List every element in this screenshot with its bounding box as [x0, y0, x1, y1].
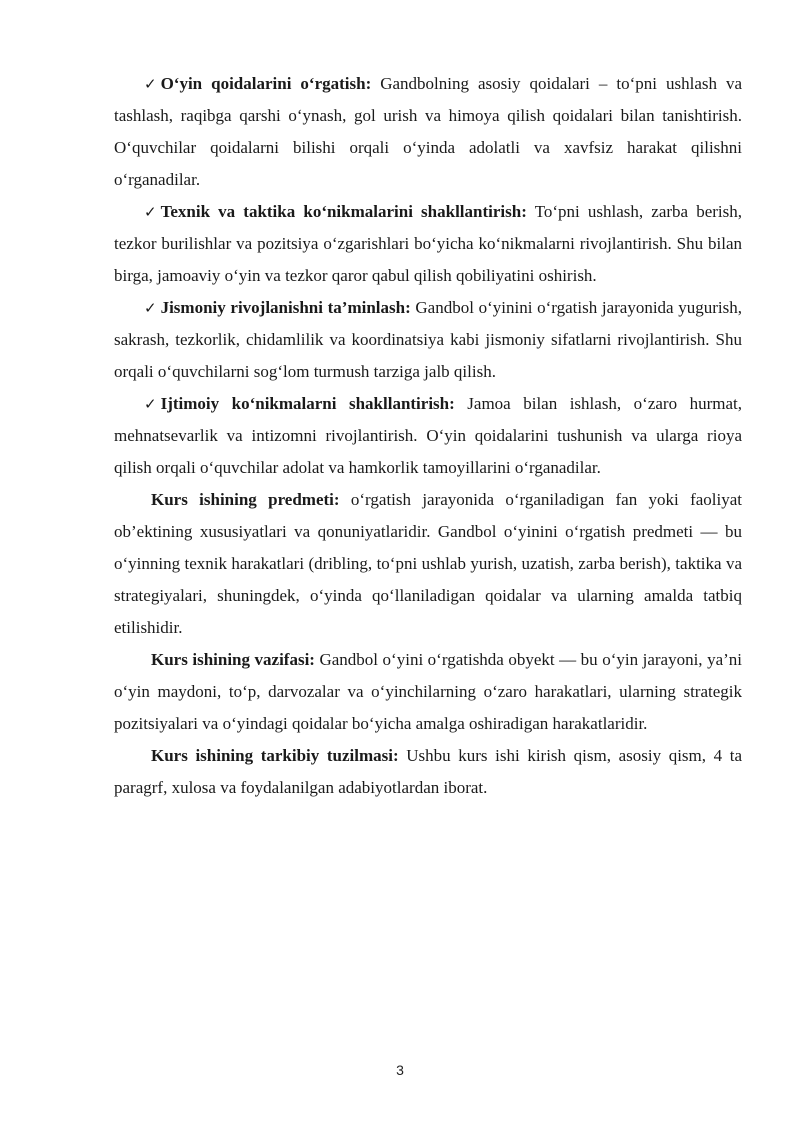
- paragraph-course-structure: [114, 740, 742, 804]
- paragraph-game-rules: [114, 68, 742, 196]
- paragraph-course-subject: [114, 484, 742, 644]
- paragraph-term: O‘yin qoidalarini o‘rgatish:: [160, 74, 372, 93]
- paragraph-text: Ushbu kurs ishi kirish qism, asosiy qism, 4 ta paragrf, xulosa va foydalanilgan adabiyotlardan iborat.: [114, 746, 742, 797]
- paragraph-physical-development: [114, 292, 742, 388]
- paragraph-term: Kurs ishining predmeti:: [151, 490, 340, 509]
- checkmark-icon: ✓: [144, 203, 157, 221]
- paragraph-term: Jismoniy rivojlanishni ta’minlash:: [160, 298, 411, 317]
- page-number: 3: [396, 1062, 404, 1078]
- paragraph-term: Kurs ishining tarkibiy tuzilmasi:: [151, 746, 399, 765]
- paragraph-term: Ijtimoiy ko‘nikmalarni shakllantirish:: [160, 394, 455, 413]
- paragraph-social-skills: [114, 388, 742, 484]
- checkmark-icon: ✓: [144, 395, 157, 413]
- paragraph-text: o‘rgatish jarayonida o‘rganiladigan fan yoki faoliyat ob’ektining xususiyatlari va qonuniyatlaridir. Gandbol o‘yinini o‘rgatish predmeti — bu o‘yinning texnik harakatlari (dribling, to‘pni ushlab yurish, uzatish, zarba berish), taktika va strategiyalari, shuningdek, o‘yinda qo‘llaniladigan qoidalar va ularning amalda tatbiq etilishidir.: [114, 490, 742, 637]
- paragraph-text: To‘pni ushlash, zarba berish, tezkor burilishlar va pozitsiya o‘zgarishlari bo‘yicha ko‘nikmalarni rivojlantirish. Shu bilan birga, jamoaviy o‘yin va tezkor qaror qabul qilish qobiliyatini oshirish.: [114, 202, 742, 285]
- paragraph-text: Jamoa bilan ishlash, o‘zaro hurmat, mehnatsevarlik va intizomni rivojlantirish. O‘yin qoidalarini tushunish va ularga rioya qilish orqali o‘quvchilar adolat va hamkorlik tamoyillarini o‘rganadilar.: [114, 394, 742, 477]
- checkmark-icon: ✓: [144, 299, 157, 317]
- paragraph-term: Kurs ishining vazifasi:: [151, 650, 315, 669]
- checkmark-icon: ✓: [144, 75, 157, 93]
- paragraph-text: Gandbolning asosiy qoidalari – to‘pni ushlash va tashlash, raqibga qarshi o‘ynash, gol urish va himoya qilish qoidalari bilan tanishtirish. O‘quvchilar qoidalarni bilishi orqali o‘yinda adolatli va xavfsiz harakat qilishni o‘rganadilar.: [114, 74, 743, 189]
- paragraph-text: Gandbol o‘yinini o‘rgatish jarayonida yugurish, sakrash, tezkorlik, chidamlilik va koordinatsiya kabi jismoniy sifatlarni rivojlantirish. Shu orqali o‘quvchilarni sog‘lom turmush tarziga jalb qilish.: [114, 298, 742, 381]
- paragraph-technique-tactics: [114, 196, 742, 292]
- paragraph-term: Texnik va taktika ko‘nikmalarini shakllantirish:: [160, 202, 527, 221]
- paragraph-text: Gandbol o‘yini o‘rgatishda obyekt — bu o‘yin jarayoni, ya’ni o‘yin maydoni, to‘p, darvozalar va o‘yinchilarning o‘zaro harakatlari, ularning strategik pozitsiyalari va o‘yindagi qoidalar bo‘yicha amalga oshiradigan harakatlaridir.: [114, 650, 742, 733]
- document-page: [114, 68, 742, 804]
- paragraph-course-task: [114, 644, 742, 740]
